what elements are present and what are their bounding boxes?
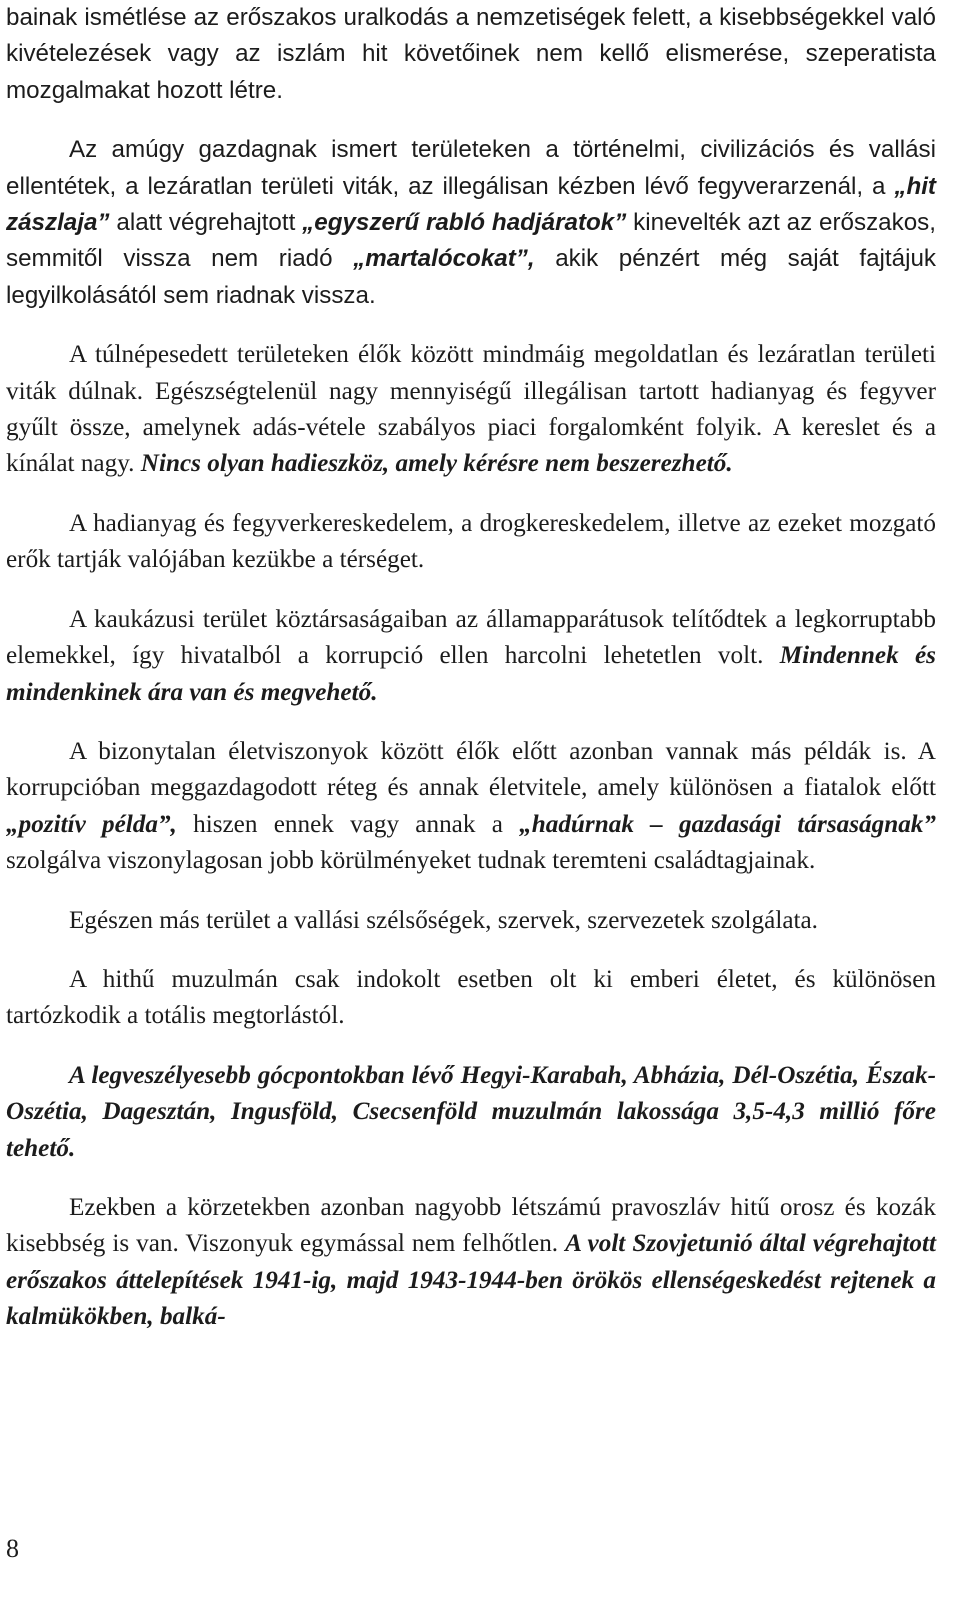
body-text: A hadianyag és fegyverkereskedelem, a drogkereskedelem, illetve az ezeket mozgató erők tartják valójában kezükbe a térséget. [6, 509, 936, 574]
body-paragraph [6, 1190, 936, 1336]
emphasis-text: A volt Szovjetunió által végrehajtott erőszakos áttelepítések 1941-ig, majd 1943-1944-ben örökös ellenségeskedést rejtenek a kalmükökben, balká- [6, 1230, 936, 1331]
body-paragraph [6, 132, 936, 314]
body-paragraph [6, 903, 936, 939]
body-text: A bizonytalan életviszonyok között élők előtt azonban vannak más példák is. A korrupcióban meggazdagodott réteg és annak életvitele, amely különösen a fiatalok előtt [6, 737, 936, 802]
page-number: 8 [6, 1534, 19, 1563]
body-text: bainak ismétlése az erőszakos uralkodás a nemzetiségek felett, a kisebbségekkel való kivételezések vagy az iszlám hit követőinek nem kellő elismerése, szeperatista mozgalmakat hozott létre. [6, 4, 936, 104]
body-text: akik pénzért még saját fajtájuk legyilkolásától sem riadnak vissza. [6, 245, 936, 309]
emphasis-text: „pozitív példa”, [6, 810, 177, 838]
body-text: A hithű muzulmán csak indokolt esetben olt ki emberi életet, és különösen tartózkodik a totális megtorlástól. [6, 965, 936, 1030]
emphasis-text: „martalócokat”, [353, 245, 535, 273]
emphasis-text: „egyszerű rabló hadjáratok” [302, 209, 627, 237]
body-paragraph [6, 0, 936, 109]
emphasis-text: Mindennek és mindenkinek ára van és megvehető. [6, 642, 936, 706]
body-text: A túlnépesedett területeken élők között mindmáig megoldatlan és lezáratlan területi viták dúlnak. Egészségtelenül nagy mennyiségű illegálisan tartott hadianyag és fegyver gyűlt össze, amelynek adás-vétele szabályos piaci forgalomként folyik. A kereslet és a kínálat nagy. [6, 341, 936, 478]
body-text: A kaukázusi terület köztársaságaiban az államapparátusok telítődtek a legkorruptabb elemekkel, így hivatalból a korrupció ellen harcolni lehetetlen volt. [6, 605, 936, 670]
body-paragraph [6, 734, 936, 880]
body-text: hiszen ennek vagy annak a [176, 810, 520, 838]
body-paragraph [6, 337, 936, 483]
body-paragraph [6, 1058, 936, 1167]
body-text: kinevelték azt az erőszakos, semmitől vissza nem riadó [6, 209, 936, 273]
body-paragraph [6, 506, 936, 579]
emphasis-text: Nincs olyan hadieszköz, amely kérésre nem beszerezhető. [140, 450, 733, 478]
body-paragraph [6, 962, 936, 1035]
body-paragraph [6, 602, 936, 711]
body-text: szolgálva viszonylagosan jobb körülményeket tudnak teremteni családtagjainak. [6, 847, 816, 875]
document-page [6, 0, 936, 1336]
emphasis-text: „hit zászlaja” [6, 172, 936, 237]
body-text: alatt végrehajtott [109, 209, 303, 237]
emphasis-text: A legveszélyesebb gócpontokban lévő Hegyi-Karabah, Abházia, Dél-Oszétia, Észak-Oszétia, Dagesztán, Ingusföld, Csecsenföld muzulmán lakossága 3,5-4,3 millió főre tehető. [6, 1061, 936, 1162]
body-text: Egészen más terület a vallási szélsőségek, szervek, szervezetek szolgálata. [69, 906, 818, 934]
emphasis-text: „hadúrnak – gazdasági társaságnak” [519, 810, 936, 838]
body-text: Az amúgy gazdagnak ismert területeken a történelmi, civilizációs és vallási ellentétek, a lezáratlan területi viták, az illegálisan kézben lévő fegyverarzenál, a [6, 136, 936, 200]
body-text: Ezekben a körzetekben azonban nagyobb létszámú pravoszláv hitű orosz és kozák kisebbség is van. Viszonyuk egymással nem felhőtlen. [6, 1193, 936, 1258]
